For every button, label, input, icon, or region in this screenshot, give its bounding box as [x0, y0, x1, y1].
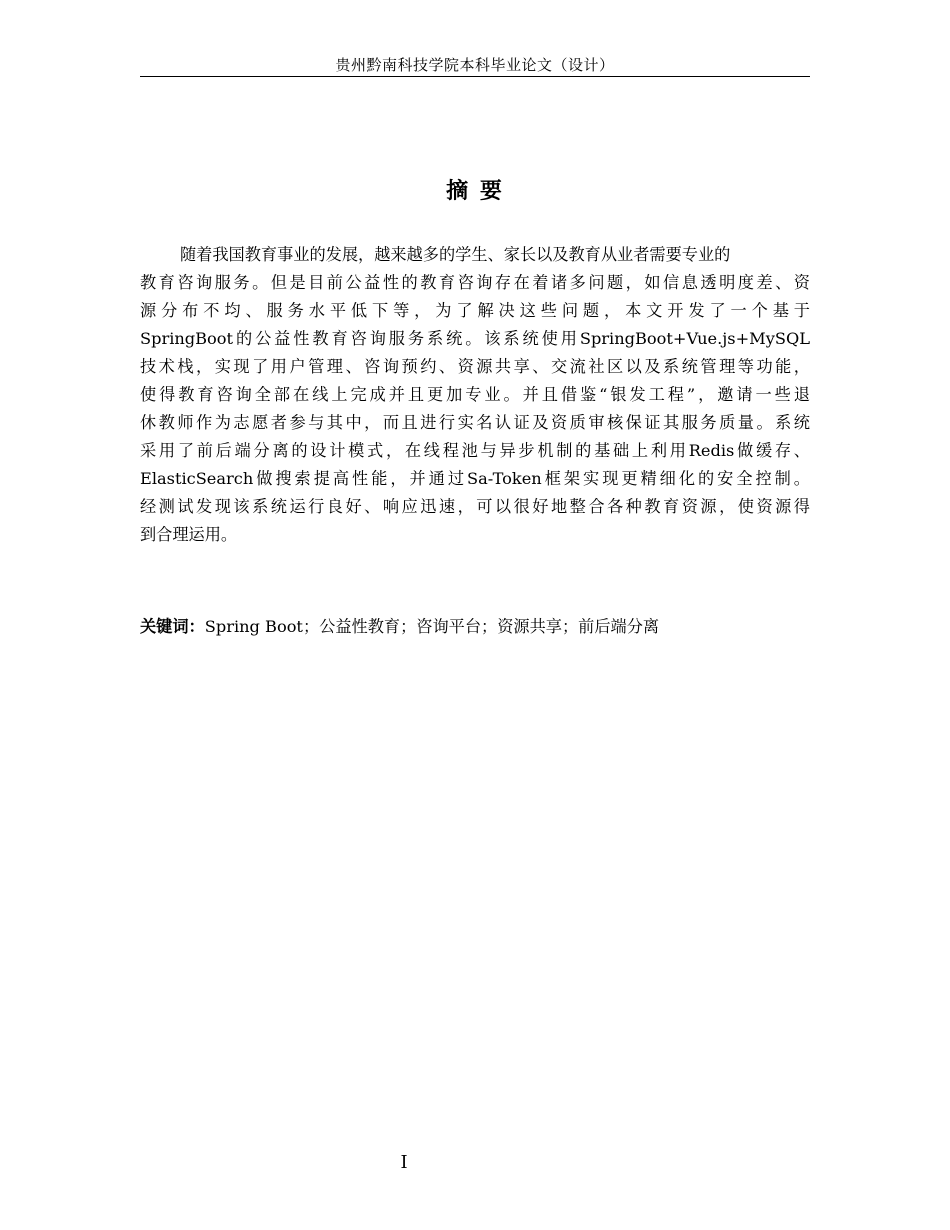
- running-header: [140, 55, 810, 77]
- abstract-line: 技术栈，实现了用户管理、咨询预约、资源共享、交流社区以及系统管理等功能，: [140, 357, 810, 376]
- abstract-body: [140, 241, 810, 549]
- abstract-line: 源分布不均、服务水平低下等，为了解决这些问题，本文开发了一个基于: [140, 301, 810, 320]
- abstract-line: ElasticSearch做搜索提高性能，并通过Sa-Token框架实现更精细化的安全控制。: [140, 469, 810, 488]
- keywords-label: 关键词：: [140, 617, 205, 636]
- page-number: I: [400, 1152, 408, 1173]
- abstract-line: 休教师作为志愿者参与其中，而且进行实名认证及资质审核保证其服务质量。系统: [140, 413, 810, 432]
- abstract-line: 教育咨询服务。但是目前公益性的教育咨询存在着诸多问题，如信息透明度差、资: [140, 273, 810, 292]
- abstract-line: 经测试发现该系统运行良好、响应迅速，可以很好地整合各种教育资源，使资源得: [140, 497, 810, 516]
- abstract-title: 摘 要: [446, 178, 504, 204]
- abstract-line: SpringBoot的公益性教育咨询服务系统。该系统使用SpringBoot+Vue.js+MySQL: [140, 329, 810, 348]
- abstract-line: 随着我国教育事业的发展，越来越多的学生、家长以及教育从业者需要专业的: [180, 245, 731, 264]
- keywords: [140, 613, 810, 641]
- abstract-line: 使得教育咨询全部在线上完成并且更加专业。并且借鉴“银发工程”，邀请一些退: [140, 385, 810, 404]
- abstract-line: 采用了前后端分离的设计模式，在线程池与异步机制的基础上利用Redis做缓存、: [140, 441, 810, 460]
- running-header-text: 贵州黔南科技学院本科毕业论文（设计）: [335, 56, 615, 74]
- abstract-line: 到合理运用。: [140, 525, 238, 544]
- keywords-value: Spring Boot；公益性教育；咨询平台；资源共享；前后端分离: [204, 617, 660, 636]
